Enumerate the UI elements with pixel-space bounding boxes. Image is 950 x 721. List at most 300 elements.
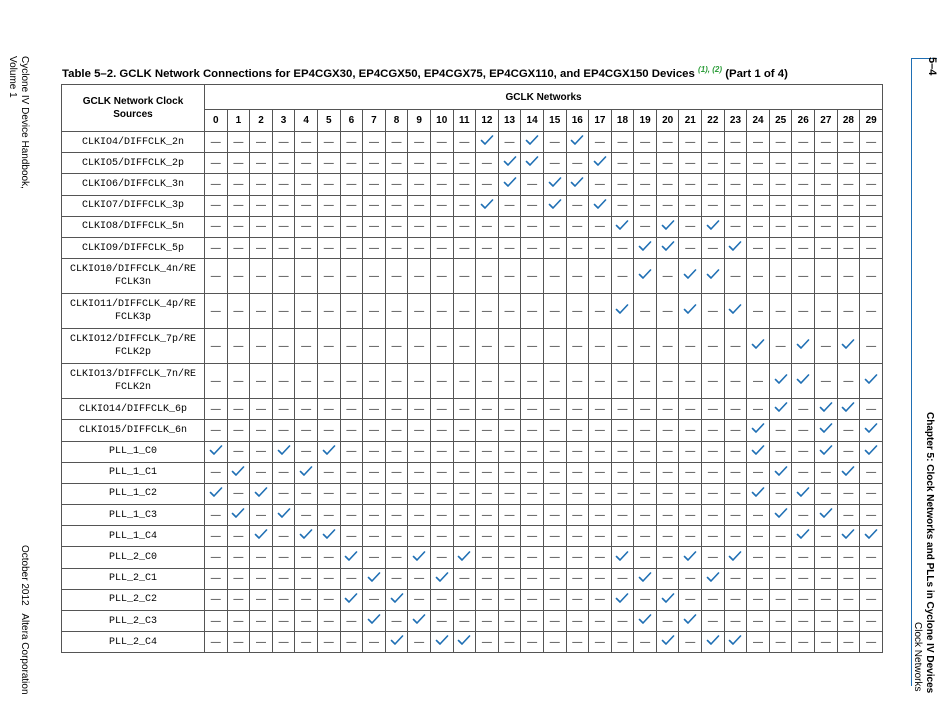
- column-header-8: 8: [385, 110, 408, 132]
- no-connection-cell: —: [227, 216, 250, 237]
- no-connection-cell: —: [250, 441, 273, 462]
- table-row: [62, 611, 883, 632]
- no-connection-cell: —: [702, 420, 725, 441]
- no-connection-cell: —: [385, 195, 408, 216]
- no-connection-cell: —: [430, 399, 453, 420]
- no-connection-cell: —: [724, 132, 747, 153]
- no-connection-cell: —: [408, 294, 431, 329]
- no-connection-cell: —: [747, 259, 770, 294]
- no-connection-cell: —: [521, 259, 544, 294]
- no-connection-cell: —: [453, 294, 476, 329]
- no-connection-cell: —: [702, 526, 725, 547]
- no-connection-cell: —: [476, 632, 499, 653]
- check-icon: [796, 529, 810, 540]
- no-connection-cell: —: [317, 195, 340, 216]
- no-connection-cell: —: [498, 329, 521, 364]
- no-connection-cell: —: [476, 174, 499, 195]
- check-icon: [774, 508, 788, 519]
- table-notes[interactable]: (1), (2): [698, 65, 723, 74]
- no-connection-cell: —: [476, 462, 499, 483]
- no-connection-cell: —: [250, 505, 273, 526]
- check-cell: [589, 153, 612, 174]
- no-connection-cell: —: [724, 216, 747, 237]
- check-icon: [299, 466, 313, 477]
- no-connection-cell: —: [792, 216, 815, 237]
- no-connection-cell: —: [476, 589, 499, 610]
- check-cell: [408, 547, 431, 568]
- no-connection-cell: —: [521, 611, 544, 632]
- no-connection-cell: —: [340, 153, 363, 174]
- no-connection-cell: —: [385, 132, 408, 153]
- no-connection-cell: —: [363, 174, 386, 195]
- check-cell: [769, 505, 792, 526]
- no-connection-cell: —: [611, 568, 634, 589]
- no-connection-cell: —: [385, 568, 408, 589]
- no-connection-cell: —: [340, 462, 363, 483]
- no-connection-cell: —: [815, 294, 838, 329]
- no-connection-cell: —: [408, 399, 431, 420]
- check-icon: [457, 551, 471, 562]
- chapter-title: Chapter 5: Clock Networks and PLLs in Cyclone IV Devices: [924, 412, 935, 694]
- no-connection-cell: —: [521, 216, 544, 237]
- no-connection-cell: —: [317, 399, 340, 420]
- no-connection-cell: —: [747, 153, 770, 174]
- check-cell: [747, 420, 770, 441]
- no-connection-cell: —: [521, 237, 544, 258]
- no-connection-cell: —: [295, 441, 318, 462]
- no-connection-cell: —: [408, 420, 431, 441]
- no-connection-cell: —: [543, 132, 566, 153]
- no-connection-cell: —: [589, 174, 612, 195]
- check-icon: [344, 593, 358, 604]
- no-connection-cell: —: [430, 132, 453, 153]
- no-connection-cell: —: [498, 441, 521, 462]
- no-connection-cell: —: [363, 195, 386, 216]
- no-connection-cell: —: [837, 505, 860, 526]
- no-connection-cell: —: [656, 294, 679, 329]
- no-connection-cell: —: [543, 153, 566, 174]
- no-connection-cell: —: [205, 505, 228, 526]
- check-icon: [615, 551, 629, 562]
- no-connection-cell: —: [566, 153, 589, 174]
- no-connection-cell: —: [227, 153, 250, 174]
- no-connection-cell: —: [272, 632, 295, 653]
- no-connection-cell: —: [837, 259, 860, 294]
- no-connection-cell: —: [385, 441, 408, 462]
- no-connection-cell: —: [205, 216, 228, 237]
- no-connection-cell: —: [679, 483, 702, 504]
- no-connection-cell: —: [679, 364, 702, 399]
- no-connection-cell: —: [227, 132, 250, 153]
- no-connection-cell: —: [747, 589, 770, 610]
- source-cell: CLKIO13/DIFFCLK_7n/RE FCLK2n: [62, 364, 205, 399]
- no-connection-cell: —: [815, 568, 838, 589]
- no-connection-cell: —: [702, 153, 725, 174]
- no-connection-cell: —: [521, 547, 544, 568]
- no-connection-cell: —: [340, 632, 363, 653]
- no-connection-cell: —: [656, 462, 679, 483]
- check-cell: [340, 547, 363, 568]
- no-connection-cell: —: [340, 399, 363, 420]
- no-connection-cell: —: [769, 441, 792, 462]
- no-connection-cell: —: [272, 611, 295, 632]
- check-cell: [227, 462, 250, 483]
- no-connection-cell: —: [430, 195, 453, 216]
- check-icon: [548, 177, 562, 188]
- no-connection-cell: —: [566, 505, 589, 526]
- no-connection-cell: —: [340, 294, 363, 329]
- column-header-27: 27: [815, 110, 838, 132]
- no-connection-cell: —: [747, 195, 770, 216]
- check-cell: [747, 483, 770, 504]
- no-connection-cell: —: [453, 132, 476, 153]
- table-row: [62, 441, 883, 462]
- column-header-12: 12: [476, 110, 499, 132]
- no-connection-cell: —: [815, 547, 838, 568]
- no-connection-cell: —: [363, 399, 386, 420]
- source-cell: PLL_1_C4: [62, 526, 205, 547]
- source-cell: CLKIO7/DIFFCLK_3p: [62, 195, 205, 216]
- table-row: [62, 237, 883, 258]
- no-connection-cell: —: [317, 259, 340, 294]
- no-connection-cell: —: [272, 589, 295, 610]
- no-connection-cell: —: [250, 294, 273, 329]
- no-connection-cell: —: [317, 294, 340, 329]
- source-cell: CLKIO11/DIFFCLK_4p/RE FCLK3p: [62, 294, 205, 329]
- column-header-13: 13: [498, 110, 521, 132]
- no-connection-cell: —: [498, 462, 521, 483]
- no-connection-cell: —: [860, 329, 883, 364]
- no-connection-cell: —: [679, 132, 702, 153]
- no-connection-cell: —: [385, 216, 408, 237]
- no-connection-cell: —: [815, 632, 838, 653]
- no-connection-cell: —: [792, 259, 815, 294]
- no-connection-cell: —: [250, 259, 273, 294]
- no-connection-cell: —: [815, 216, 838, 237]
- no-connection-cell: —: [611, 195, 634, 216]
- no-connection-cell: —: [589, 611, 612, 632]
- table-row: [62, 526, 883, 547]
- no-connection-cell: —: [769, 216, 792, 237]
- check-cell: [679, 259, 702, 294]
- check-icon: [751, 445, 765, 456]
- no-connection-cell: —: [340, 259, 363, 294]
- no-connection-cell: —: [250, 329, 273, 364]
- source-cell: PLL_2_C0: [62, 547, 205, 568]
- no-connection-cell: —: [634, 329, 657, 364]
- no-connection-cell: —: [453, 526, 476, 547]
- check-cell: [837, 329, 860, 364]
- check-cell: [611, 294, 634, 329]
- no-connection-cell: —: [430, 483, 453, 504]
- check-cell: [837, 526, 860, 547]
- no-connection-cell: —: [521, 632, 544, 653]
- check-icon: [683, 269, 697, 280]
- no-connection-cell: —: [860, 611, 883, 632]
- no-connection-cell: —: [769, 589, 792, 610]
- no-connection-cell: —: [317, 329, 340, 364]
- check-icon: [638, 269, 652, 280]
- check-cell: [792, 329, 815, 364]
- check-icon: [661, 241, 675, 252]
- no-connection-cell: —: [634, 462, 657, 483]
- no-connection-cell: —: [543, 589, 566, 610]
- no-connection-cell: —: [476, 237, 499, 258]
- check-icon: [706, 635, 720, 646]
- no-connection-cell: —: [498, 237, 521, 258]
- no-connection-cell: —: [272, 195, 295, 216]
- no-connection-cell: —: [476, 420, 499, 441]
- no-connection-cell: —: [679, 589, 702, 610]
- no-connection-cell: —: [295, 216, 318, 237]
- check-icon: [209, 487, 223, 498]
- source-cell: PLL_2_C2: [62, 589, 205, 610]
- column-header-16: 16: [566, 110, 589, 132]
- no-connection-cell: —: [272, 132, 295, 153]
- date-company-label: October 2012 Altera Corporation: [19, 545, 30, 695]
- no-connection-cell: —: [521, 505, 544, 526]
- source-cell: CLKIO15/DIFFCLK_6n: [62, 420, 205, 441]
- no-connection-cell: —: [385, 420, 408, 441]
- no-connection-cell: —: [453, 420, 476, 441]
- no-connection-cell: —: [702, 329, 725, 364]
- check-cell: [656, 589, 679, 610]
- no-connection-cell: —: [679, 174, 702, 195]
- no-connection-cell: —: [385, 364, 408, 399]
- no-connection-cell: —: [408, 483, 431, 504]
- check-icon: [774, 466, 788, 477]
- no-connection-cell: —: [589, 483, 612, 504]
- no-connection-cell: —: [453, 195, 476, 216]
- no-connection-cell: —: [317, 132, 340, 153]
- no-connection-cell: —: [543, 547, 566, 568]
- no-connection-cell: —: [227, 483, 250, 504]
- check-cell: [611, 547, 634, 568]
- no-connection-cell: —: [521, 399, 544, 420]
- no-connection-cell: —: [340, 216, 363, 237]
- table-row: [62, 329, 883, 364]
- no-connection-cell: —: [340, 441, 363, 462]
- no-connection-cell: —: [543, 216, 566, 237]
- no-connection-cell: —: [860, 483, 883, 504]
- no-connection-cell: —: [724, 420, 747, 441]
- no-connection-cell: —: [476, 568, 499, 589]
- table-row: [62, 294, 883, 329]
- no-connection-cell: —: [272, 462, 295, 483]
- no-connection-cell: —: [634, 632, 657, 653]
- no-connection-cell: —: [611, 526, 634, 547]
- no-connection-cell: —: [679, 526, 702, 547]
- source-cell: PLL_2_C1: [62, 568, 205, 589]
- no-connection-cell: —: [363, 526, 386, 547]
- no-connection-cell: —: [837, 174, 860, 195]
- no-connection-cell: —: [860, 174, 883, 195]
- no-connection-cell: —: [634, 364, 657, 399]
- no-connection-cell: —: [724, 329, 747, 364]
- no-connection-cell: —: [205, 547, 228, 568]
- no-connection-cell: —: [363, 329, 386, 364]
- no-connection-cell: —: [769, 526, 792, 547]
- no-connection-cell: —: [769, 329, 792, 364]
- no-connection-cell: —: [589, 526, 612, 547]
- no-connection-cell: —: [408, 132, 431, 153]
- check-icon: [728, 304, 742, 315]
- no-connection-cell: —: [295, 364, 318, 399]
- no-connection-cell: —: [634, 216, 657, 237]
- check-cell: [724, 547, 747, 568]
- table-row: [62, 174, 883, 195]
- column-header-1: 1: [227, 110, 250, 132]
- no-connection-cell: —: [363, 132, 386, 153]
- no-connection-cell: —: [521, 294, 544, 329]
- no-connection-cell: —: [385, 547, 408, 568]
- check-icon: [367, 572, 381, 583]
- no-connection-cell: —: [340, 420, 363, 441]
- no-connection-cell: —: [860, 462, 883, 483]
- no-connection-cell: —: [543, 611, 566, 632]
- no-connection-cell: —: [634, 505, 657, 526]
- no-connection-cell: —: [476, 329, 499, 364]
- table-row: [62, 589, 883, 610]
- check-cell: [792, 364, 815, 399]
- check-icon: [367, 614, 381, 625]
- no-connection-cell: —: [611, 441, 634, 462]
- no-connection-cell: —: [385, 462, 408, 483]
- check-icon: [615, 304, 629, 315]
- no-connection-cell: —: [589, 505, 612, 526]
- no-connection-cell: —: [656, 259, 679, 294]
- no-connection-cell: —: [408, 329, 431, 364]
- no-connection-cell: —: [340, 237, 363, 258]
- check-cell: [521, 153, 544, 174]
- no-connection-cell: —: [656, 132, 679, 153]
- no-connection-cell: —: [272, 216, 295, 237]
- check-cell: [205, 441, 228, 462]
- source-cell: CLKIO5/DIFFCLK_2p: [62, 153, 205, 174]
- no-connection-cell: —: [679, 462, 702, 483]
- source-cell: PLL_1_C0: [62, 441, 205, 462]
- check-cell: [792, 483, 815, 504]
- no-connection-cell: —: [747, 568, 770, 589]
- no-connection-cell: —: [363, 547, 386, 568]
- check-icon: [435, 572, 449, 583]
- no-connection-cell: —: [521, 195, 544, 216]
- check-icon: [638, 572, 652, 583]
- check-cell: [724, 632, 747, 653]
- no-connection-cell: —: [430, 505, 453, 526]
- check-cell: [430, 568, 453, 589]
- check-cell: [656, 237, 679, 258]
- no-connection-cell: —: [656, 329, 679, 364]
- no-connection-cell: —: [363, 441, 386, 462]
- no-connection-cell: —: [747, 526, 770, 547]
- check-cell: [656, 216, 679, 237]
- no-connection-cell: —: [521, 589, 544, 610]
- no-connection-cell: —: [476, 505, 499, 526]
- no-connection-cell: —: [679, 632, 702, 653]
- no-connection-cell: —: [250, 420, 273, 441]
- no-connection-cell: —: [679, 420, 702, 441]
- no-connection-cell: —: [815, 195, 838, 216]
- no-connection-cell: —: [837, 237, 860, 258]
- table-row: [62, 216, 883, 237]
- no-connection-cell: —: [340, 329, 363, 364]
- no-connection-cell: —: [227, 294, 250, 329]
- no-connection-cell: —: [702, 399, 725, 420]
- no-connection-cell: —: [453, 462, 476, 483]
- check-cell: [543, 174, 566, 195]
- no-connection-cell: —: [815, 237, 838, 258]
- no-connection-cell: —: [543, 462, 566, 483]
- check-cell: [679, 294, 702, 329]
- no-connection-cell: —: [837, 132, 860, 153]
- no-connection-cell: —: [656, 174, 679, 195]
- no-connection-cell: —: [363, 153, 386, 174]
- check-cell: [476, 195, 499, 216]
- no-connection-cell: —: [769, 420, 792, 441]
- check-cell: [837, 462, 860, 483]
- check-cell: [724, 294, 747, 329]
- no-connection-cell: —: [724, 589, 747, 610]
- no-connection-cell: —: [205, 195, 228, 216]
- source-cell: CLKIO4/DIFFCLK_2n: [62, 132, 205, 153]
- column-header-23: 23: [724, 110, 747, 132]
- check-cell: [295, 526, 318, 547]
- handbook-label: Cyclone IV Device Handbook, Volume 1: [7, 56, 30, 189]
- no-connection-cell: —: [724, 462, 747, 483]
- no-connection-cell: —: [363, 237, 386, 258]
- no-connection-cell: —: [611, 329, 634, 364]
- no-connection-cell: —: [430, 441, 453, 462]
- no-connection-cell: —: [837, 294, 860, 329]
- no-connection-cell: —: [408, 505, 431, 526]
- check-cell: [589, 195, 612, 216]
- no-connection-cell: —: [430, 420, 453, 441]
- no-connection-cell: —: [453, 174, 476, 195]
- no-connection-cell: —: [589, 589, 612, 610]
- no-connection-cell: —: [408, 526, 431, 547]
- check-icon: [503, 177, 517, 188]
- no-connection-cell: —: [543, 294, 566, 329]
- no-connection-cell: —: [295, 329, 318, 364]
- no-connection-cell: —: [317, 611, 340, 632]
- no-connection-cell: —: [250, 132, 273, 153]
- check-icon: [796, 339, 810, 350]
- no-connection-cell: —: [205, 153, 228, 174]
- no-connection-cell: —: [498, 547, 521, 568]
- no-connection-cell: —: [634, 195, 657, 216]
- check-icon: [412, 614, 426, 625]
- no-connection-cell: —: [250, 462, 273, 483]
- no-connection-cell: —: [272, 259, 295, 294]
- no-connection-cell: —: [860, 505, 883, 526]
- no-connection-cell: —: [611, 399, 634, 420]
- check-icon: [638, 614, 652, 625]
- no-connection-cell: —: [476, 611, 499, 632]
- no-connection-cell: —: [611, 420, 634, 441]
- no-connection-cell: —: [656, 483, 679, 504]
- no-connection-cell: —: [815, 462, 838, 483]
- check-icon: [706, 572, 720, 583]
- check-icon: [841, 402, 855, 413]
- no-connection-cell: —: [656, 195, 679, 216]
- check-cell: [747, 329, 770, 364]
- column-header-11: 11: [453, 110, 476, 132]
- no-connection-cell: —: [521, 568, 544, 589]
- no-connection-cell: —: [295, 195, 318, 216]
- check-icon: [661, 635, 675, 646]
- check-icon: [593, 199, 607, 210]
